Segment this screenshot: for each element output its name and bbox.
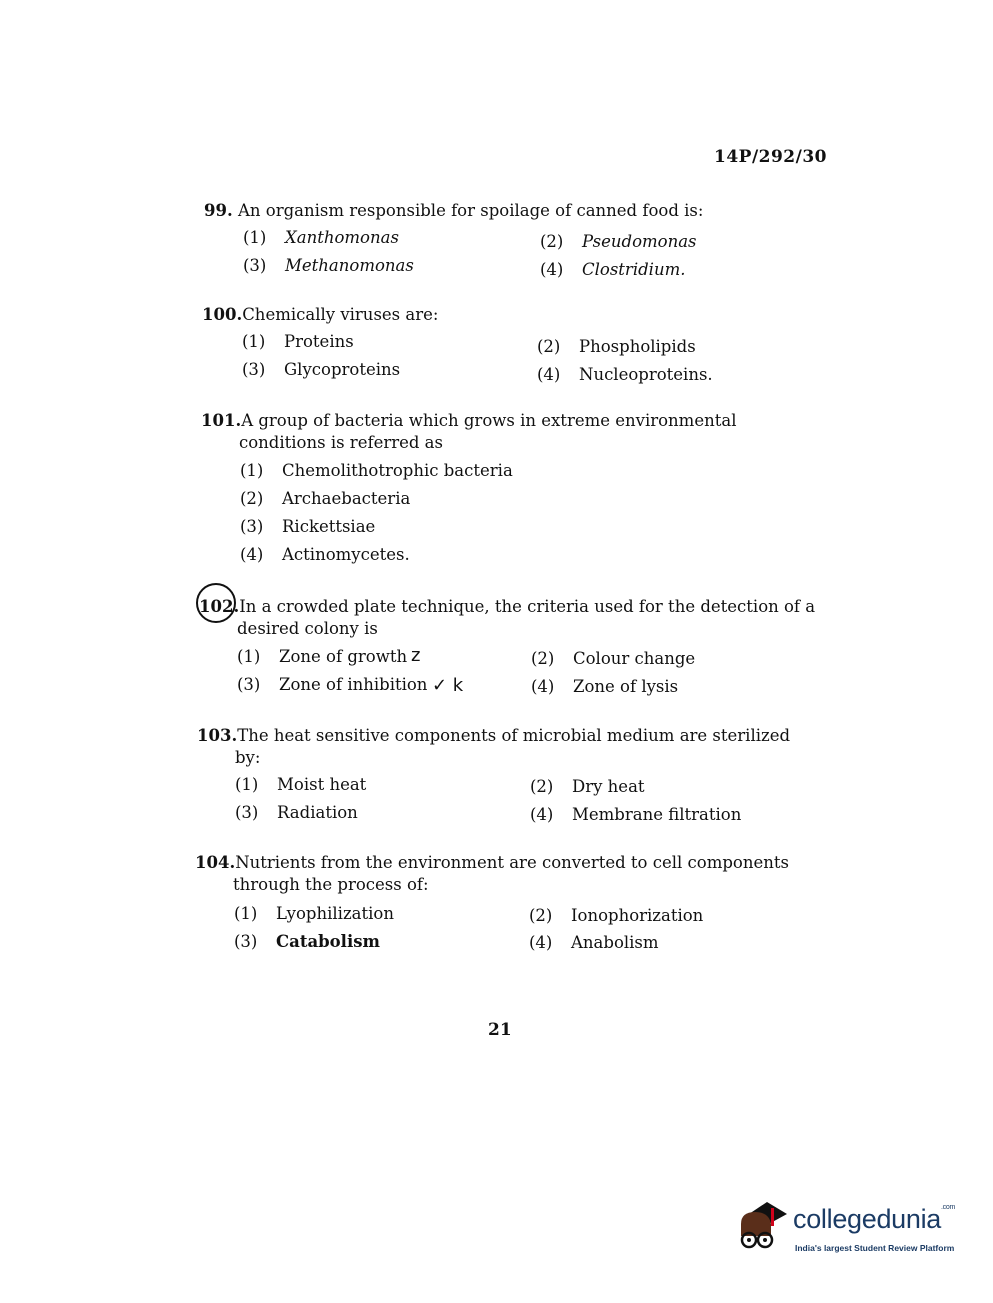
option-104-3: (3) Catabolism [234, 932, 380, 951]
option-103-1: (1) Moist heat [235, 775, 367, 794]
question-stem: Nutrients from the environment are converted to cell components [235, 853, 789, 872]
question-stem: The heat sensitive components of microbial medium are sterilized [237, 726, 791, 745]
option-100-4: (4) Nucleoproteins. [537, 365, 713, 384]
question-stem: In a crowded plate technique, the criteria used for the detection of a [239, 597, 816, 616]
handwritten-mark: z [411, 645, 421, 666]
question-number: 104. [195, 853, 236, 872]
question-stem: An organism responsible for spoilage of canned food is: [237, 201, 704, 220]
question-number: 102. [199, 597, 240, 616]
option-99-1: (1) Xanthomonas [243, 228, 399, 247]
question-stem: A group of bacteria which grows in extreme environmental [241, 411, 737, 430]
option-100-3: (3) Glycoproteins [242, 360, 401, 379]
option-101-3: (3) Rickettsiae [240, 517, 376, 536]
option-102-2: (2) Colour change [531, 649, 696, 668]
question-104 [195, 852, 789, 896]
option-103-2: (2) Dry heat [530, 777, 645, 796]
collegedunia-logo [735, 1196, 965, 1266]
question-number: 101. [201, 411, 242, 430]
option-100-1: (1) Proteins [242, 332, 354, 351]
option-102-3: (3) Zone of inhibition [237, 675, 428, 694]
paper-code: 14P/292/30 [714, 147, 828, 167]
question-stem-cont: conditions is referred as [239, 433, 443, 452]
option-102-4: (4) Zone of lysis [531, 677, 679, 696]
question-stem-cont: through the process of: [233, 875, 429, 894]
brand-name: collegedunia$^{.com}$ [793, 1204, 956, 1234]
brand-tagline: India's largest Student Review Platform [795, 1243, 955, 1253]
option-99-3: (3) Methanomonas [243, 256, 414, 275]
option-103-4: (4) Membrane filtration [530, 805, 742, 824]
question-number: 99. [204, 201, 233, 220]
option-104-1: (1) Lyophilization [234, 904, 394, 923]
option-104-2: (2) Ionophorization [529, 906, 704, 925]
option-101-2: (2) Archaebacteria [240, 489, 411, 508]
question-100 [202, 304, 438, 326]
option-104-4: (4) Anabolism [529, 933, 659, 952]
option-101-4: (4) Actinomycetes. [240, 545, 410, 564]
handwritten-tick: ✓ k [432, 675, 464, 696]
question-102 [199, 596, 815, 640]
mascot-icon [735, 1196, 793, 1258]
question-number: 100. [202, 305, 243, 324]
option-102-1: (1) Zone of growth [237, 647, 408, 666]
option-100-2: (2) Phospholipids [537, 337, 696, 356]
question-103 [197, 725, 790, 769]
question-101 [201, 410, 736, 454]
page-number: 21 [488, 1020, 512, 1040]
option-101-1: (1) Chemolithotrophic bacteria [240, 461, 513, 480]
question-stem-cont: by: [235, 748, 261, 767]
question-number: 103. [197, 726, 238, 745]
option-103-3: (3) Radiation [235, 803, 358, 822]
option-99-4: (4) Clostridium. [540, 260, 686, 279]
question-stem: Chemically viruses are: [242, 305, 439, 324]
option-99-2: (2) Pseudomonas [540, 232, 697, 251]
question-99 [204, 200, 703, 222]
question-stem-cont: desired colony is [237, 619, 378, 638]
